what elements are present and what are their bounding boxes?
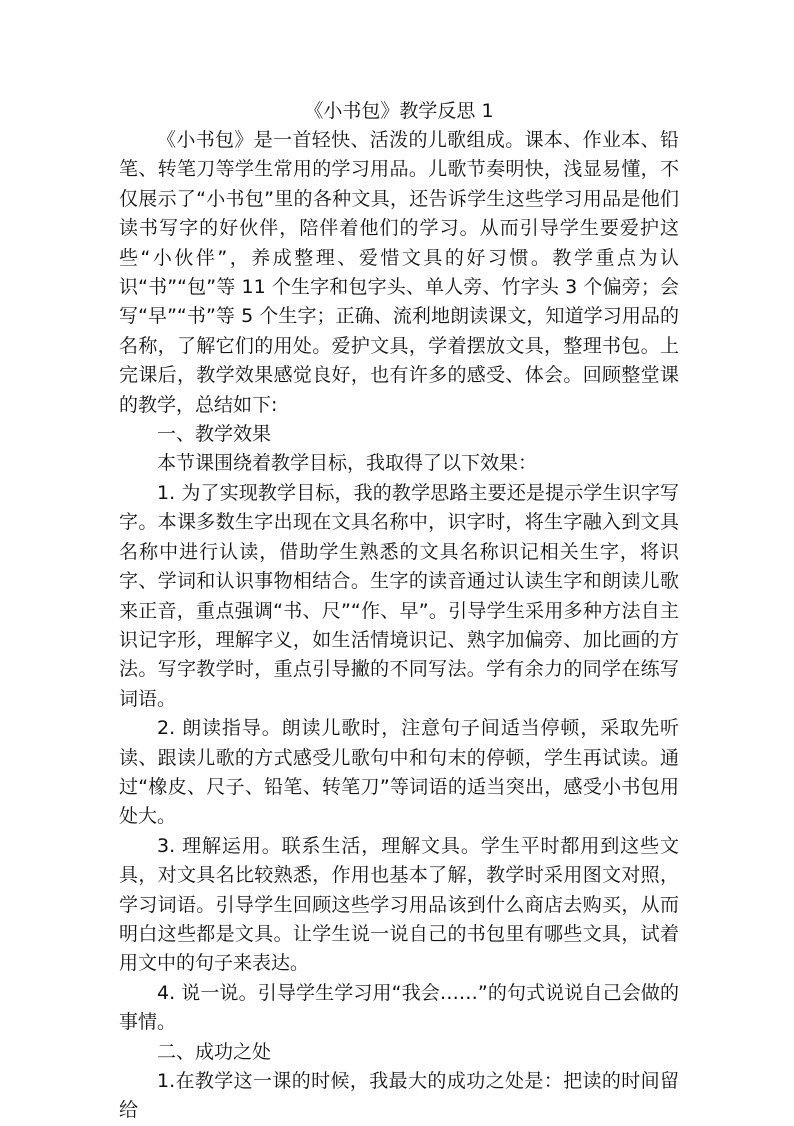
document-title: 《小书包》教学反思 1 xyxy=(304,100,494,122)
effect-item-3: 3. 理解运用。联系生活，理解文具。学生平时都用到这些文具，对文具名比较熟悉，作用也基本了解，教学时采用图文对照，学习词语。引导学生回顾这些学习用品该到什么商店去购买，从而明白这些都是文具。让学生说一说自己的书包里有哪些文具，试着用文中的句子来表达。 xyxy=(119,834,679,975)
section-heading-success: 二、成功之处 xyxy=(157,1040,272,1063)
intro-paragraph: 《小书包》是一首轻快、活泼的儿歌组成。课本、作业本、铅笔、转笔刀等学生常用的学习用品。儿歌节奏明快，浅显易懂，不仅展示了“小书包”里的各种文具，还告诉学生这些学习用品是他们读书写字的好伙伴，陪伴着他们的学习。从而引导学生要爱护这些“小伙伴”，养成整理、爱惜文具的好习惯。教学重点为认识“书”“包”等 11 个生字和包字头、单人旁、竹字头 3 个偏旁；会写“早”“书”等 5 个生字；正确、流利地朗读课文，知道学习用品的名称，了解它们的用处。爱护文具，学着摆放文具，整理书包。上完课后，教学效果感觉良好，也有许多的感受、体会。回顾整堂课的教学，总结如下: xyxy=(119,129,679,416)
document-page xyxy=(119,96,679,1126)
effect-item-2: 2. 朗读指导。朗读儿歌时，注意句子间适当停顿，采取先听读、跟读儿歌的方式感受儿歌句中和句末的停顿，学生再试读。通过“橡皮、尺子、铅笔、转笔刀”等词语的适当突出，感受小书包用处大。 xyxy=(119,717,679,828)
effect-item-1: 1. 为了实现教学目标，我的教学思路主要还是提示学生识字写字。本课多数生字出现在文具名称中，识字时，将生字融入到文具名称中进行认读，借助学生熟悉的文具名称识记相关生字，将识字、学词和认识事物相结合。生字的读音通过认读生字和朗读儿歌来正音，重点强调“书、尺”“作、早”。引导学生采用多种方法自主识记字形，理解字义，如生活情境识记、熟字加偏旁、加比画的方法。写字教学时，重点引导撇的不同写法。学有余力的同学在练写词语。 xyxy=(119,481,679,710)
section-heading-effects: 一、教学效果 xyxy=(157,423,272,446)
effect-item-4: 4. 说一说。引导学生学习用“我会……”的句式说说自己会做的事情。 xyxy=(119,981,679,1034)
effects-intro-paragraph: 本节课围绕着教学目标，我取得了以下效果： xyxy=(157,452,538,475)
success-item-1: 1.在教学这一课的时候，我最大的成功之处是：把读的时间留给 xyxy=(119,1070,679,1122)
